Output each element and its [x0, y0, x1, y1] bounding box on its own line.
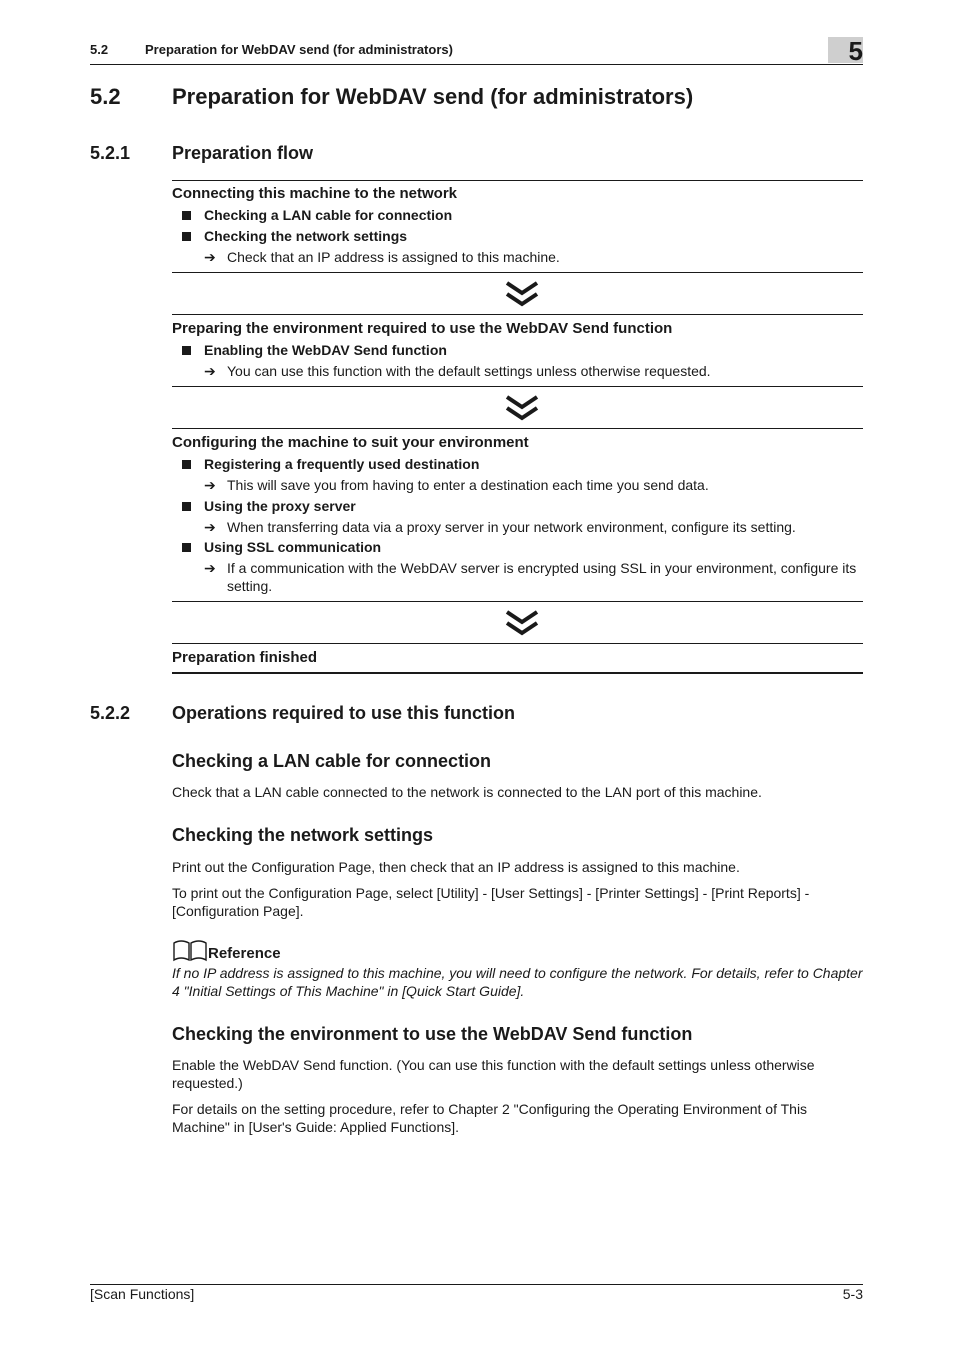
- paragraph-network-1: Print out the Configuration Page, then check that an IP address is assigned to this machine.: [172, 859, 740, 875]
- flow-item: Checking a LAN cable for connection: [204, 207, 453, 223]
- flow-item: Registering a frequently used destination: [204, 456, 480, 472]
- paragraph-network-2: To print out the Configuration Page, select [Utility] - [User Settings] - [Printer Settings] - [Print Reports] - [Configuration Page].: [172, 885, 810, 919]
- bullet-square: [182, 460, 191, 469]
- footer-page-number: 5-3: [842, 1286, 863, 1302]
- flow-item-note: When transferring data via a proxy server in your network environment, configure its setting.: [227, 519, 796, 535]
- section-title: Preparation for WebDAV send (for administrators): [172, 84, 694, 109]
- footer-rule: [90, 1284, 863, 1285]
- heading-network-settings: Checking the network settings: [172, 825, 434, 845]
- arrow-icon: ➔: [204, 249, 216, 265]
- paragraph-webdav-2: For details on the setting procedure, refer to Chapter 2 "Configuring the Operating Environment of This Machine" in [User's Guide: Applied Functions].: [172, 1101, 808, 1135]
- section-number: 5.2: [90, 84, 121, 109]
- header-rule: [90, 64, 863, 65]
- bullet-square: [182, 346, 191, 355]
- bullet-square: [182, 232, 191, 241]
- header-section-title: Preparation for WebDAV send (for administrators): [145, 42, 453, 57]
- flow-rule: [172, 180, 863, 181]
- flow-item-note: You can use this function with the default settings unless otherwise requested.: [227, 363, 711, 379]
- flow-item: Using SSL communication: [204, 539, 382, 555]
- flow-rule: [172, 386, 863, 387]
- subsection-title-ops: Operations required to use this function: [172, 703, 516, 723]
- paragraph-lan-cable: Check that a LAN cable connected to the network is connected to the LAN port of this machine.: [172, 784, 762, 800]
- subsection-number-ops: 5.2.2: [90, 703, 131, 723]
- flow-finished-title: Preparation finished: [172, 649, 318, 666]
- chapter-number: 5: [848, 36, 863, 66]
- flow-rule: [172, 314, 863, 315]
- flow-rule: [172, 428, 863, 429]
- footer-manual-name: [Scan Functions]: [90, 1286, 195, 1302]
- heading-webdav-environment: Checking the environment to use the WebDAV Send function: [172, 1024, 693, 1044]
- heading-lan-cable: Checking a LAN cable for connection: [172, 751, 492, 771]
- bullet-square: [182, 502, 191, 511]
- flow-item: Checking the network settings: [204, 228, 408, 244]
- flow-item: Enabling the WebDAV Send function: [204, 342, 447, 358]
- flow-step-title: Preparing the environment required to use the WebDAV Send function: [172, 320, 673, 337]
- paragraph-webdav-1: Enable the WebDAV Send function. (You can use this function with the default settings unless otherwise requested.): [172, 1057, 815, 1091]
- flow-item-note: Check that an IP address is assigned to this machine.: [227, 249, 560, 265]
- arrow-icon: ➔: [204, 363, 216, 379]
- flow-step-title: Connecting this machine to the network: [172, 185, 458, 202]
- arrow-icon: ➔: [204, 477, 216, 493]
- double-chevron-down-icon: [504, 394, 540, 424]
- subsection-title-flow: Preparation flow: [172, 143, 314, 163]
- reference-text: If no IP address is assigned to this machine, you will need to configure the network. For details, refer to Chapter 4 "Initial Settings of This Machine" in [Quick Start Guide].: [172, 965, 863, 999]
- book-icon: [172, 938, 208, 962]
- header-section-number: 5.2: [90, 42, 109, 57]
- reference-label: Reference: [208, 945, 281, 962]
- flow-item-note: If a communication with the WebDAV server is encrypted using SSL in your environment, configure its setting.: [227, 560, 857, 594]
- bullet-square: [182, 211, 191, 220]
- flow-step-title: Configuring the machine to suit your environment: [172, 434, 529, 451]
- subsection-number-flow: 5.2.1: [90, 143, 131, 163]
- arrow-icon: ➔: [204, 560, 216, 576]
- bullet-square: [182, 543, 191, 552]
- flow-rule: [172, 643, 863, 644]
- double-chevron-down-icon: [504, 609, 540, 639]
- flow-rule-bottom: [172, 672, 863, 674]
- flow-rule: [172, 272, 863, 273]
- arrow-icon: ➔: [204, 519, 216, 535]
- flow-item-note: This will save you from having to enter a destination each time you send data.: [227, 477, 709, 493]
- flow-item: Using the proxy server: [204, 498, 356, 514]
- double-chevron-down-icon: [504, 280, 540, 310]
- flow-rule: [172, 601, 863, 602]
